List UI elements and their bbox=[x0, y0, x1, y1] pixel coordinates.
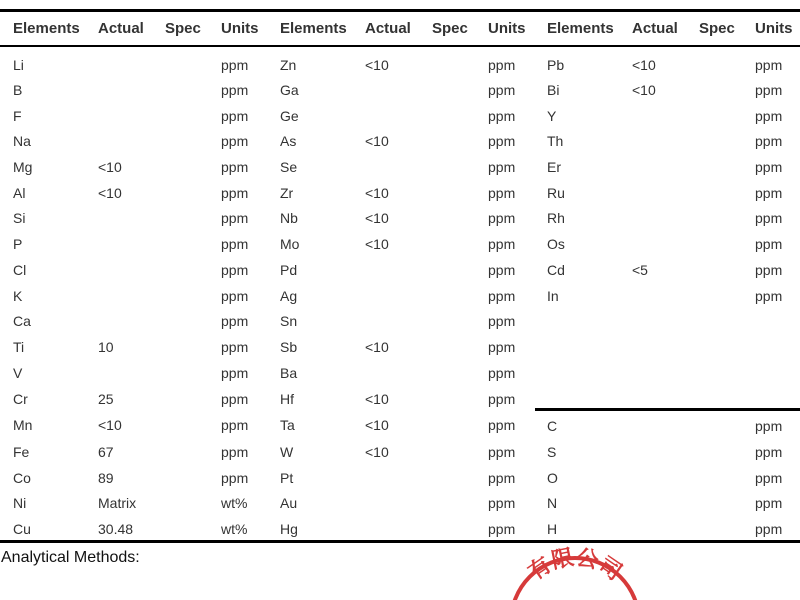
element-cell: Ni bbox=[13, 495, 27, 511]
header-actual-2: Actual bbox=[365, 20, 411, 37]
element-cell: Ga bbox=[280, 82, 299, 98]
table-bottom-rule bbox=[0, 540, 800, 543]
element-cell: Hg bbox=[280, 521, 298, 537]
units-cell: ppm bbox=[488, 262, 516, 278]
units-cell: ppm bbox=[755, 57, 783, 73]
element-cell: Pd bbox=[280, 262, 298, 278]
element-cell: Mo bbox=[280, 236, 300, 252]
header-spec-3: Spec bbox=[699, 20, 735, 37]
element-cell: Ge bbox=[280, 108, 299, 124]
actual-cell: Matrix bbox=[98, 495, 137, 511]
units-cell: ppm bbox=[488, 495, 516, 511]
units-cell: ppm bbox=[488, 236, 516, 252]
element-cell: Na bbox=[13, 133, 31, 149]
units-cell: ppm bbox=[755, 470, 783, 486]
actual-cell: <10 bbox=[98, 185, 122, 201]
actual-cell: <10 bbox=[632, 57, 656, 73]
actual-cell: <10 bbox=[632, 82, 656, 98]
units-cell: ppm bbox=[488, 365, 516, 381]
element-cell: Er bbox=[547, 159, 561, 175]
units-cell: ppm bbox=[755, 133, 783, 149]
element-cell: Si bbox=[13, 210, 26, 226]
header-units-2: Units bbox=[488, 20, 526, 37]
units-cell: ppm bbox=[221, 185, 249, 201]
units-cell: ppm bbox=[221, 57, 249, 73]
element-cell: Bi bbox=[547, 82, 560, 98]
element-cell: O bbox=[547, 470, 558, 486]
actual-cell: 89 bbox=[98, 470, 114, 486]
element-cell: Sn bbox=[280, 313, 298, 329]
actual-cell: <10 bbox=[365, 185, 389, 201]
units-cell: ppm bbox=[221, 470, 249, 486]
actual-cell: <10 bbox=[365, 417, 389, 433]
units-cell: ppm bbox=[755, 159, 783, 175]
units-cell: wt% bbox=[221, 495, 248, 511]
element-cell: Cu bbox=[13, 521, 31, 537]
units-cell: ppm bbox=[221, 236, 249, 252]
element-cell: C bbox=[547, 418, 558, 434]
units-cell: ppm bbox=[488, 391, 516, 407]
header-actual-3: Actual bbox=[632, 20, 678, 37]
units-cell: ppm bbox=[221, 391, 249, 407]
header-spec-2: Spec bbox=[432, 20, 468, 37]
actual-cell: <10 bbox=[365, 133, 389, 149]
units-cell: ppm bbox=[488, 82, 516, 98]
element-cell: N bbox=[547, 495, 558, 511]
element-cell: Al bbox=[13, 185, 26, 201]
header-spec-1: Spec bbox=[165, 20, 201, 37]
actual-cell: 30.48 bbox=[98, 521, 134, 537]
units-cell: ppm bbox=[221, 133, 249, 149]
units-cell: wt% bbox=[221, 521, 248, 537]
units-cell: ppm bbox=[755, 236, 783, 252]
company-seal bbox=[495, 540, 655, 600]
analytical-methods-label: Analytical Methods: bbox=[1, 549, 140, 566]
actual-cell: <10 bbox=[365, 339, 389, 355]
element-cell: B bbox=[13, 82, 23, 98]
units-cell: ppm bbox=[755, 288, 783, 304]
units-cell: ppm bbox=[488, 339, 516, 355]
element-cell: Au bbox=[280, 495, 298, 511]
element-cell: Co bbox=[13, 470, 31, 486]
header-actual-1: Actual bbox=[98, 20, 144, 37]
header-elements-1: Elements bbox=[13, 20, 80, 37]
element-cell: Pb bbox=[547, 57, 565, 73]
units-cell: ppm bbox=[755, 108, 783, 124]
units-cell: ppm bbox=[221, 210, 249, 226]
units-cell: ppm bbox=[488, 521, 516, 537]
units-cell: ppm bbox=[488, 210, 516, 226]
element-cell: W bbox=[280, 444, 294, 460]
header-bottom-rule bbox=[0, 45, 800, 47]
units-cell: ppm bbox=[221, 262, 249, 278]
units-cell: ppm bbox=[488, 57, 516, 73]
element-cell: Y bbox=[547, 108, 557, 124]
actual-cell: <10 bbox=[365, 210, 389, 226]
element-cell: V bbox=[13, 365, 23, 381]
element-cell: Ba bbox=[280, 365, 298, 381]
element-cell: Hf bbox=[280, 391, 294, 407]
units-cell: ppm bbox=[488, 133, 516, 149]
actual-cell: <10 bbox=[365, 444, 389, 460]
actual-cell: <10 bbox=[365, 391, 389, 407]
actual-cell: <10 bbox=[365, 57, 389, 73]
units-cell: ppm bbox=[488, 159, 516, 175]
units-cell: ppm bbox=[755, 444, 783, 460]
units-cell: ppm bbox=[488, 108, 516, 124]
units-cell: ppm bbox=[755, 418, 783, 434]
units-cell: ppm bbox=[221, 82, 249, 98]
element-cell: Nb bbox=[280, 210, 298, 226]
units-cell: ppm bbox=[755, 82, 783, 98]
element-cell: Zr bbox=[280, 185, 294, 201]
header-elements-2: Elements bbox=[280, 20, 347, 37]
units-cell: ppm bbox=[221, 313, 249, 329]
element-cell: Ta bbox=[280, 417, 295, 433]
actual-cell: 67 bbox=[98, 444, 114, 460]
units-cell: ppm bbox=[221, 417, 249, 433]
actual-cell: <10 bbox=[365, 236, 389, 252]
actual-cell: 10 bbox=[98, 339, 114, 355]
units-cell: ppm bbox=[488, 185, 516, 201]
header-units-1: Units bbox=[221, 20, 259, 37]
actual-cell: <10 bbox=[98, 417, 122, 433]
element-cell: S bbox=[547, 444, 557, 460]
header-units-3: Units bbox=[755, 20, 793, 37]
element-cell: Mn bbox=[13, 417, 33, 433]
element-cell: Mg bbox=[13, 159, 33, 175]
actual-cell: 25 bbox=[98, 391, 114, 407]
element-cell: Cr bbox=[13, 391, 28, 407]
element-cell: Pt bbox=[280, 470, 294, 486]
element-cell: Li bbox=[13, 57, 24, 73]
element-cell: K bbox=[13, 288, 23, 304]
element-cell: Fe bbox=[13, 444, 30, 460]
units-cell: ppm bbox=[221, 288, 249, 304]
element-cell: Se bbox=[280, 159, 298, 175]
element-cell: Sb bbox=[280, 339, 298, 355]
element-cell: Ru bbox=[547, 185, 565, 201]
element-cell: Cd bbox=[547, 262, 565, 278]
element-cell: Zn bbox=[280, 57, 297, 73]
units-cell: ppm bbox=[488, 288, 516, 304]
element-cell: Os bbox=[547, 236, 565, 252]
actual-cell: <10 bbox=[98, 159, 122, 175]
header-elements-3: Elements bbox=[547, 20, 614, 37]
svg-text:有限公司: 有限公司 bbox=[524, 545, 626, 586]
element-cell: Cl bbox=[13, 262, 27, 278]
units-cell: ppm bbox=[488, 313, 516, 329]
element-cell: Rh bbox=[547, 210, 565, 226]
units-cell: ppm bbox=[221, 108, 249, 124]
units-cell: ppm bbox=[221, 339, 249, 355]
units-cell: ppm bbox=[488, 417, 516, 433]
element-cell: As bbox=[280, 133, 297, 149]
units-cell: ppm bbox=[221, 159, 249, 175]
element-cell: Ca bbox=[13, 313, 31, 329]
element-cell: Th bbox=[547, 133, 564, 149]
actual-cell: <5 bbox=[632, 262, 648, 278]
units-cell: ppm bbox=[221, 444, 249, 460]
units-cell: ppm bbox=[221, 365, 249, 381]
units-cell: ppm bbox=[488, 470, 516, 486]
element-cell: P bbox=[13, 236, 23, 252]
element-cell: F bbox=[13, 108, 22, 124]
element-cell: Ti bbox=[13, 339, 25, 355]
element-cell: Ag bbox=[280, 288, 298, 304]
element-cell: H bbox=[547, 521, 558, 537]
units-cell: ppm bbox=[488, 444, 516, 460]
gas-section-rule bbox=[535, 408, 800, 411]
units-cell: ppm bbox=[755, 210, 783, 226]
units-cell: ppm bbox=[755, 521, 783, 537]
units-cell: ppm bbox=[755, 495, 783, 511]
table-top-rule bbox=[0, 9, 800, 12]
units-cell: ppm bbox=[755, 185, 783, 201]
element-cell: In bbox=[547, 288, 559, 304]
units-cell: ppm bbox=[755, 262, 783, 278]
